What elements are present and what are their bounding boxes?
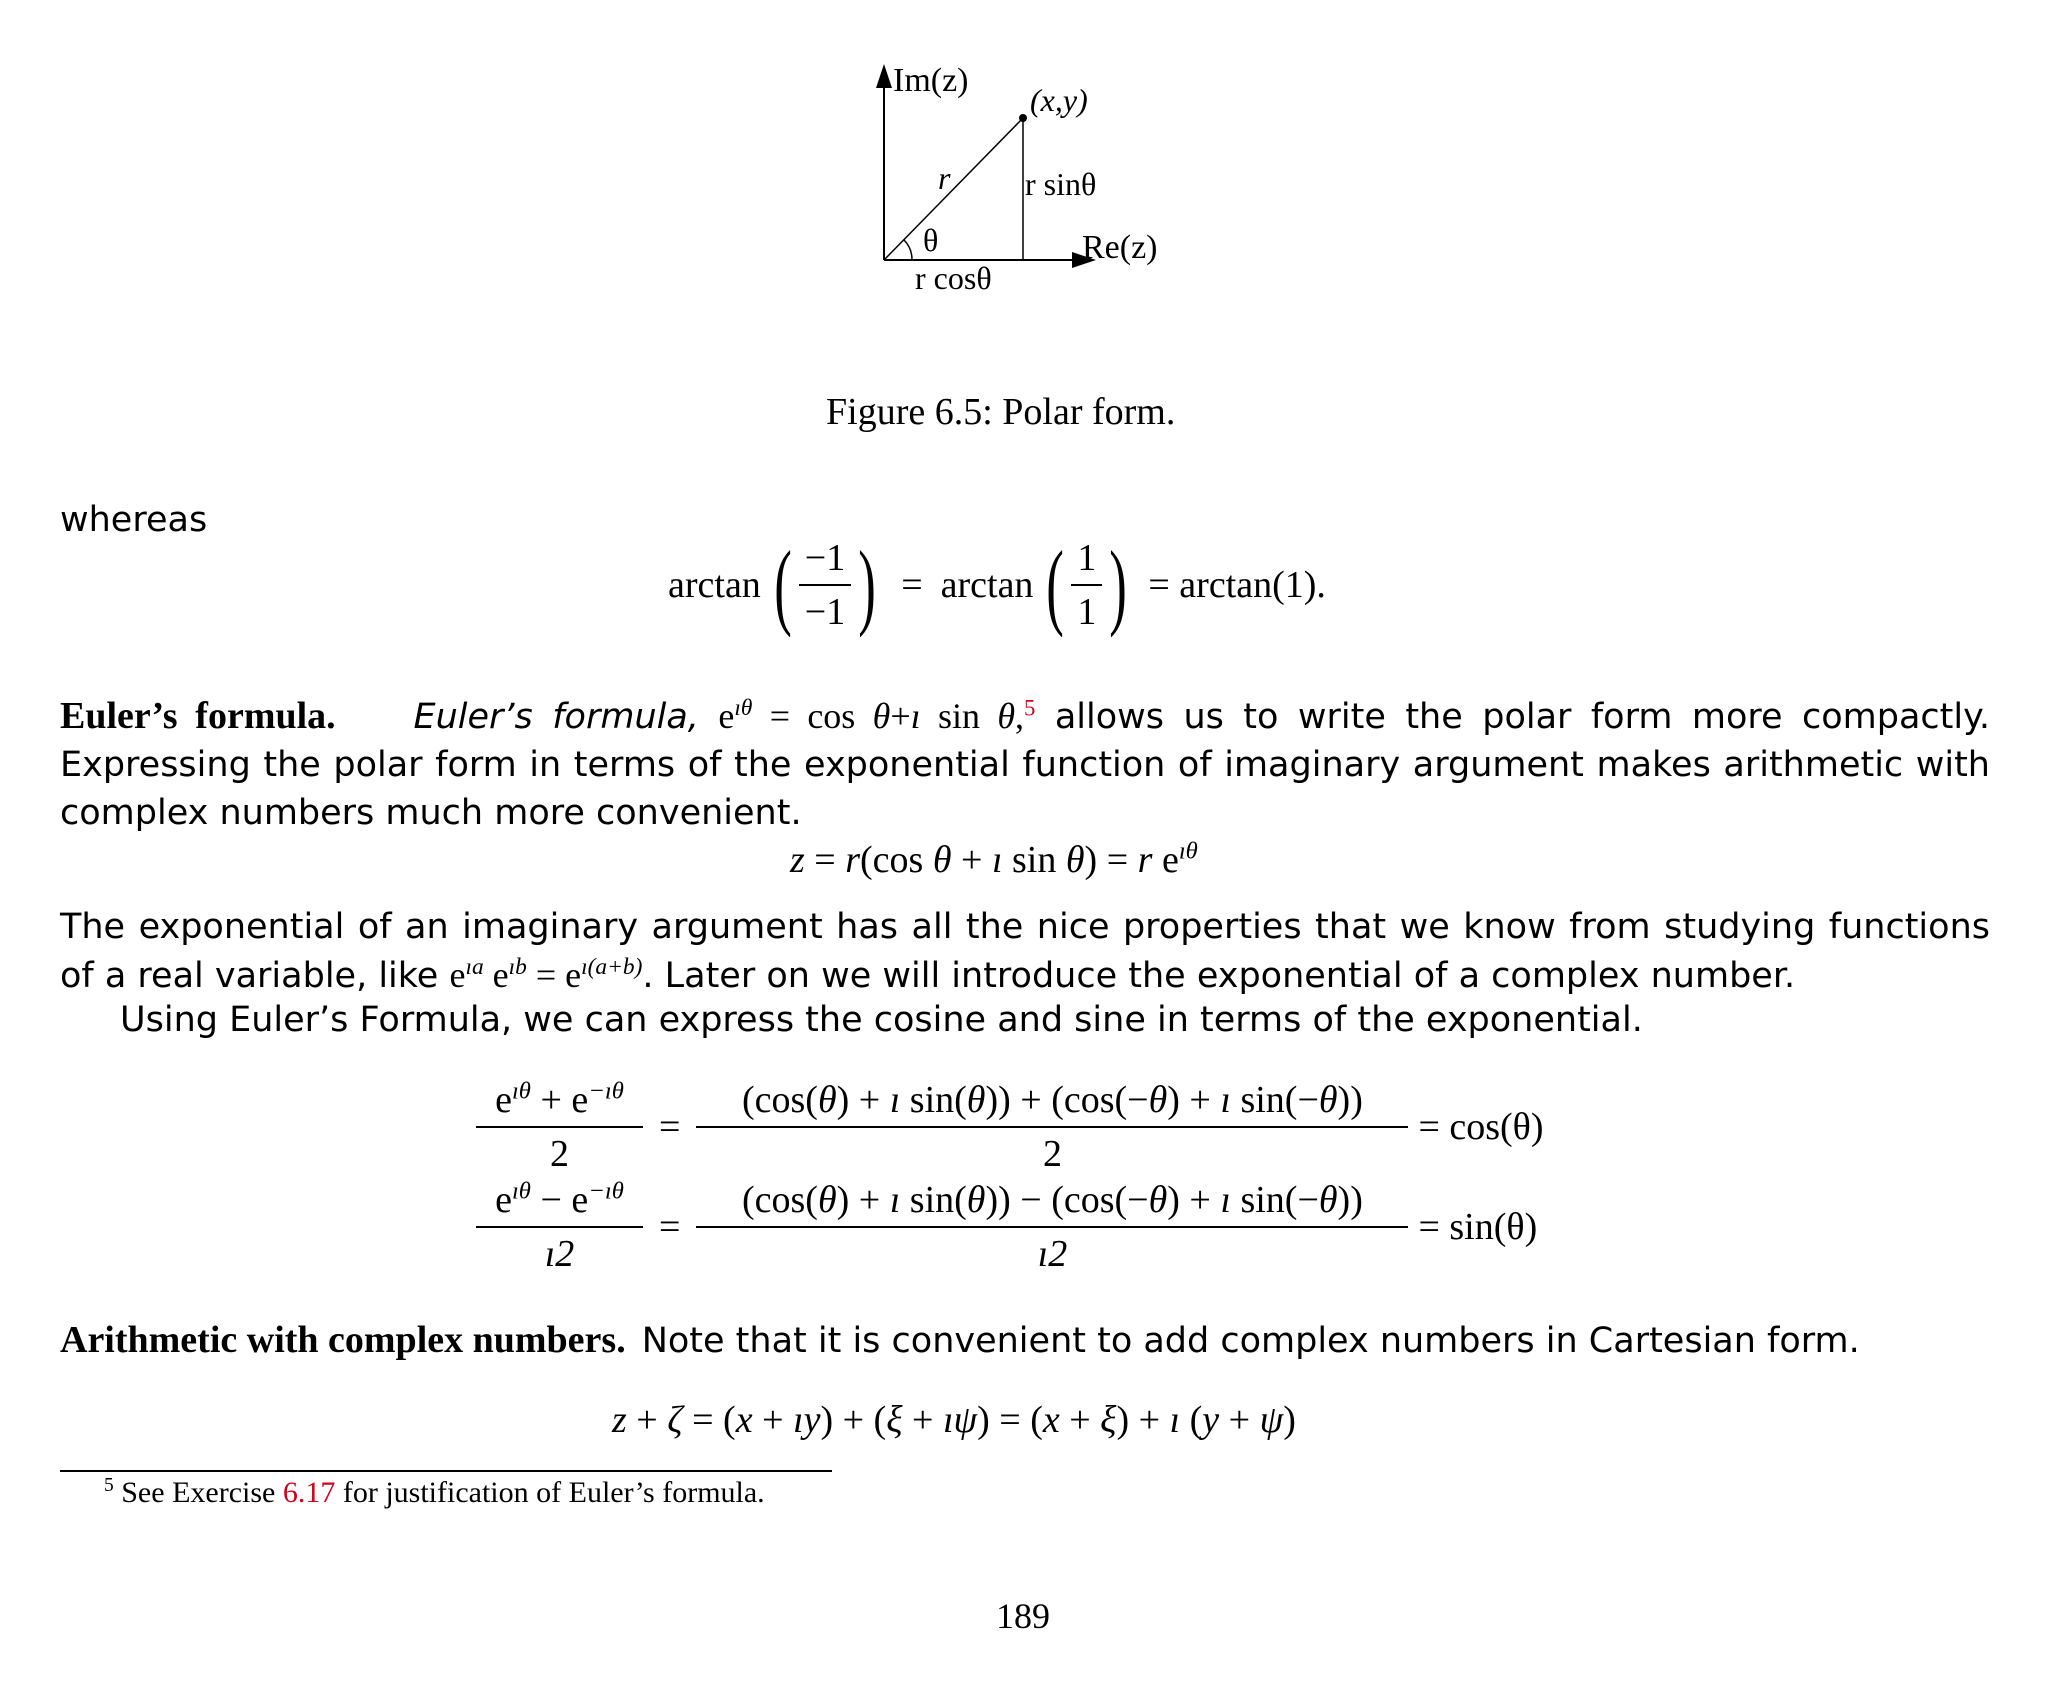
numerator: 1 — [1071, 536, 1102, 586]
theta-label: θ — [923, 222, 939, 258]
cos-rhs-fraction — [702, 1078, 1402, 1176]
sin-result: = sin(θ) — [1418, 1206, 1538, 1248]
left-paren: ( — [1046, 531, 1065, 638]
radius-line — [884, 118, 1023, 260]
euler-heading: Euler’s formula. — [60, 695, 336, 737]
numerator: (cos(θ) + ı sin(θ)) − (cos(−θ) + ı sin(−θ)) — [696, 1178, 1408, 1228]
page-number: 189 — [996, 1596, 1050, 1636]
rsin-label: r sinθ — [1025, 166, 1097, 202]
numerator: $e^{ı\theta} - e^{-ı\theta}$ — [476, 1178, 643, 1228]
fraction-neg-one — [799, 536, 851, 634]
exp-product-formula: $e^{ıa}$ $e^{ıb} = e^{ı(a+b)}$ — [449, 954, 643, 995]
sin-rhs-fraction — [702, 1178, 1402, 1276]
numerator: $e^{ı\theta} + e^{-ı\theta}$ — [476, 1078, 643, 1128]
using-euler-text: Using Euler’s Formula, we can express the cosine and sine in terms of the exponential. — [120, 1000, 1643, 1040]
point-marker — [1019, 114, 1027, 122]
arctan-fn-1: arctan — [668, 564, 761, 606]
euler-paragraph — [60, 692, 1990, 837]
angle-arc — [904, 240, 912, 260]
equals-sign: = — [901, 564, 923, 606]
polar-exp-equation: z = r(cos θ + ı sin θ) = r $e^{ı\theta}$ — [790, 837, 1198, 881]
exp-text-1: The exponential of an imaginary argument has all the nice properties that we know from studying functions of a real variable, like — [60, 907, 1990, 996]
euler-formula: $e^{ı\theta} = \cos$ θ+ı sin θ, — [718, 695, 1024, 736]
denominator: 1 — [1077, 591, 1097, 633]
sin-lhs-fraction — [482, 1178, 637, 1276]
re-axis-label: Re(z) — [1082, 229, 1158, 266]
denominator: −1 — [804, 591, 846, 633]
im-axis-label: Im(z) — [893, 62, 969, 99]
arctan-fn-2: arctan — [940, 564, 1034, 606]
arctan-equation — [668, 530, 1326, 640]
footnote-text-2: for justification of Euler’s formula. — [335, 1476, 765, 1509]
fraction-one — [1071, 536, 1102, 634]
exercise-link[interactable]: 6.17 — [282, 1476, 336, 1509]
figure-caption: Figure 6.5: Polar form. — [826, 391, 1176, 433]
exp-text-2: . Later on we will introduce the exponential of a complex number. — [642, 956, 1796, 996]
whereas-text: whereas — [60, 500, 208, 540]
right-paren: ) — [858, 531, 876, 638]
exp-paragraph — [60, 903, 1990, 1000]
numerator: −1 — [799, 536, 851, 586]
equals-sign: = — [659, 1106, 681, 1148]
footnote-ref[interactable]: 5 — [1024, 695, 1036, 721]
denominator: 2 — [550, 1133, 569, 1175]
arithmetic-text: Note that it is convenient to add complex numbers in Cartesian form. — [641, 1321, 1860, 1361]
euler-text: allows us to write the polar form more compactly. Expressing the polar form in terms of the exponential function of imaginary argument makes arithmetic with complex numbers much more convenient. — [60, 697, 1990, 833]
r-label: r — [938, 160, 951, 196]
denominator: 2 — [1042, 1133, 1062, 1175]
point-label: (x,y) — [1030, 82, 1088, 118]
denominator: ı2 — [544, 1233, 575, 1275]
cos-result: = cos(θ) — [1418, 1106, 1544, 1148]
footnote — [104, 1476, 765, 1510]
cos-equation — [482, 1078, 1544, 1176]
denominator: ı2 — [1037, 1233, 1068, 1275]
cos-lhs-fraction — [482, 1078, 637, 1176]
rcos-label: r cosθ — [915, 260, 992, 296]
arithmetic-heading: Arithmetic with complex numbers. — [60, 1319, 626, 1361]
addition-equation: z + ζ = (x + ıy) + (ξ + ıψ) = (x + ξ) + ı (y + ψ) — [612, 1399, 1296, 1441]
equals-sign: = — [659, 1206, 681, 1248]
left-paren: ( — [774, 531, 792, 638]
arithmetic-paragraph — [60, 1318, 1860, 1362]
footnote-rule — [60, 1470, 832, 1472]
numerator: (cos(θ) + ı sin(θ)) + (cos(−θ) + ı sin(−θ)) — [696, 1078, 1408, 1128]
arctan-tail: = arctan(1). — [1148, 564, 1326, 606]
footnote-text-1: See Exercise — [121, 1476, 283, 1509]
right-paren: ) — [1109, 531, 1128, 638]
sin-equation — [482, 1178, 1537, 1276]
euler-italic-label: Euler’s formula, — [413, 697, 699, 737]
footnote-mark: 5 — [104, 1475, 114, 1496]
